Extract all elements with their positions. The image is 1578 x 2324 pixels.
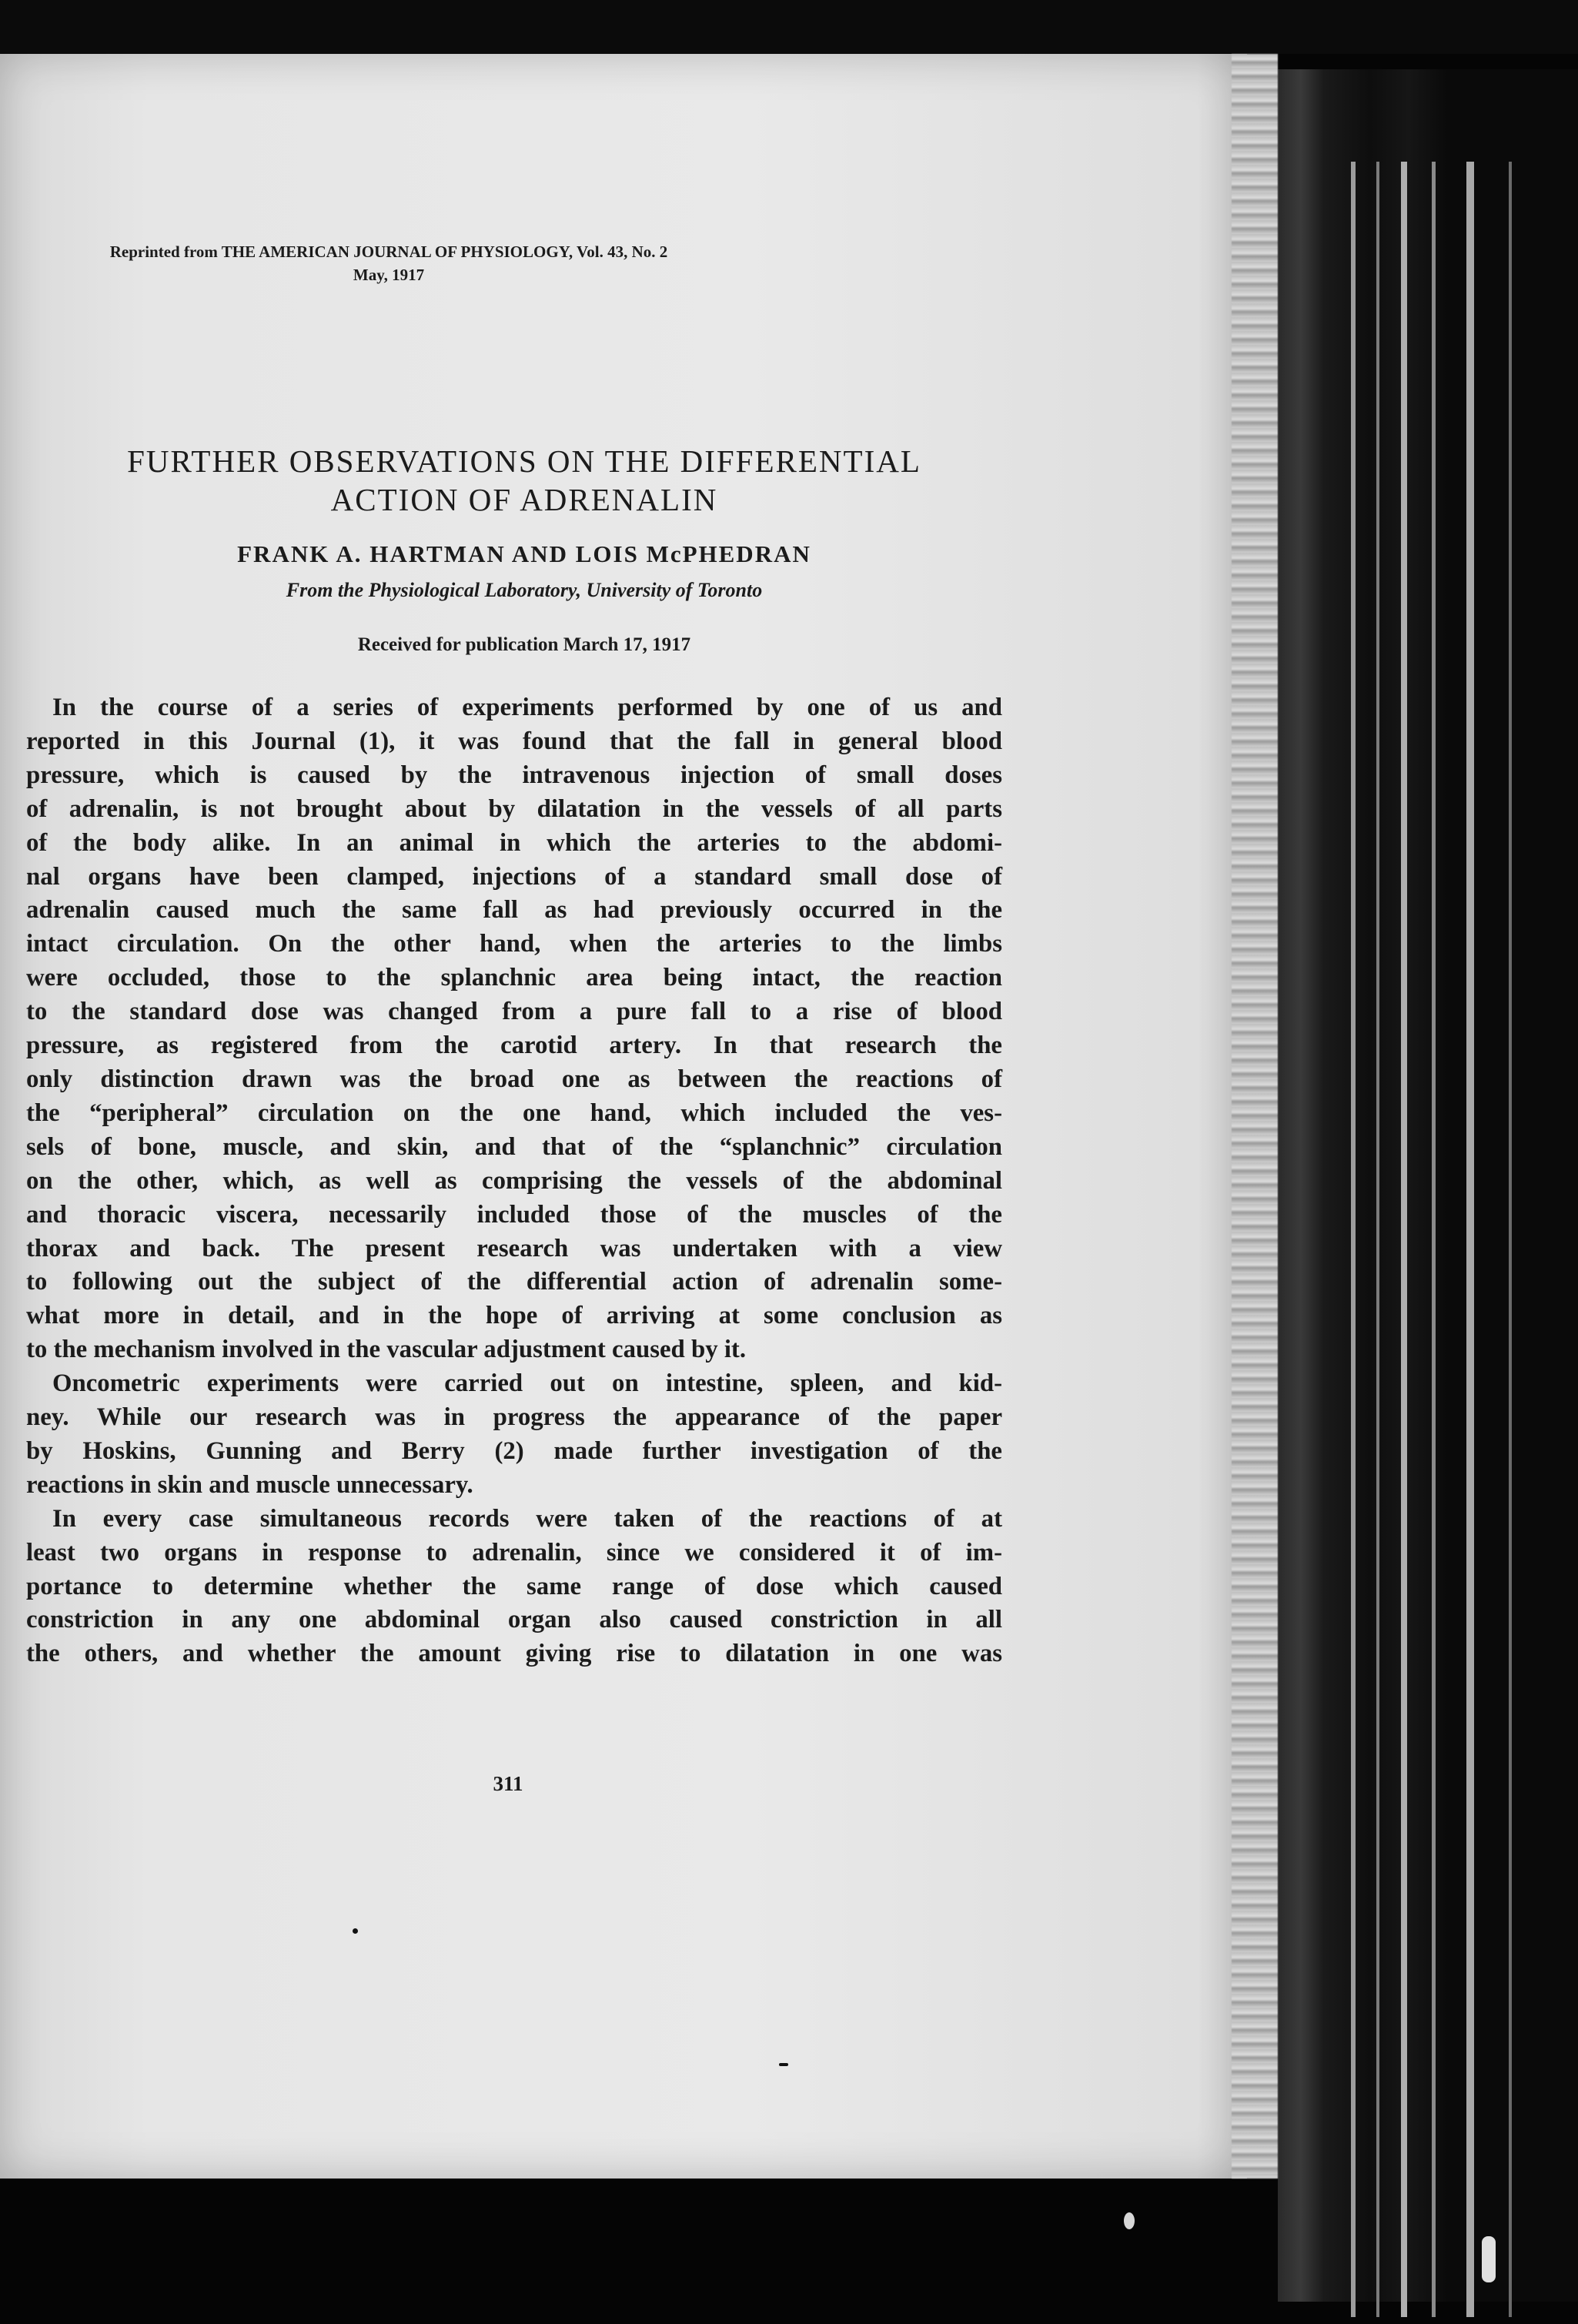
reprint-line: Reprinted from THE AMERICAN JOURNAL OF PHYSIOLOGY, Vol. 43, No. 2 <box>109 242 668 261</box>
text-line: pressure, as registered from the carotid artery. In that research the <box>26 1032 1002 1060</box>
text-line: thorax and back. The present research was undertaken with a view <box>26 1234 1002 1262</box>
scan-speck <box>353 1928 358 1934</box>
affiliation: From the Physiological Laboratory, University of Toronto <box>286 579 763 601</box>
text-line: to the standard dose was changed from a pure fall to a rise of blood <box>26 998 1002 1026</box>
paragraph-2 <box>26 1367 1002 1503</box>
scan-speck <box>1124 2212 1135 2229</box>
text-line: nal organs have been clamped, injections of a standard small dose of <box>26 862 1002 891</box>
text-line: pressure, which is caused by the intravenous injection of small doses <box>26 761 1002 789</box>
article-title <box>0 442 1048 519</box>
text-line: adrenalin caused much the same fall as had previously occurred in the <box>26 896 1002 925</box>
text-line: sels of bone, muscle, and skin, and that of the “splanchnic” circulation <box>26 1132 1002 1161</box>
text-line: the “peripheral” circulation on the one hand, which included the ves- <box>26 1098 1002 1127</box>
scan-top-border <box>0 0 1578 54</box>
title-line-1: FURTHER OBSERVATIONS ON THE DIFFERENTIAL <box>127 443 921 479</box>
book-spine-edge <box>1278 69 1578 2302</box>
authors: FRANK A. HARTMAN AND LOIS McPHEDRAN <box>237 540 811 567</box>
text-line: what more in detail, and in the hope of arriving at some conclusion as <box>26 1302 1002 1330</box>
text-line: portance to determine whether the same range of dose which caused <box>26 1572 1002 1600</box>
text-line: the others, and whether the amount giving rise to dilatation in one was <box>26 1640 1002 1668</box>
paragraph-1 <box>26 691 1002 1367</box>
received-date: Received for publication March 17, 1917 <box>357 634 691 655</box>
page-number: 311 <box>493 1772 523 1795</box>
text-line: ney. While our research was in progress the appearance of the paper <box>26 1403 1002 1432</box>
text-line: on the other, which, as well as comprising the vessels of the abdominal <box>26 1166 1002 1195</box>
text-line: Oncometric experiments were carried out on intestine, spleen, and kid- <box>52 1369 1002 1398</box>
text-line: of adrenalin, is not brought about by dilatation in the vessels of all parts <box>26 794 1002 823</box>
spine-stripe <box>1376 162 1379 2317</box>
spine-stripe <box>1466 162 1474 2317</box>
text-line: of the body alike. In an animal in which the arteries to the abdomi- <box>26 828 1002 857</box>
paragraph-3 <box>26 1503 1002 1672</box>
text-line: and thoracic viscera, necessarily included those of the muscles of the <box>26 1200 1002 1229</box>
text-line: intact circulation. On the other hand, when the arteries to the limbs <box>26 930 1002 958</box>
spine-stripe <box>1509 162 1512 2317</box>
article-body <box>26 691 1002 1671</box>
page-torn-edge <box>1232 54 1278 2179</box>
text-line: only distinction drawn was the broad one as between the reactions of <box>26 1065 1002 1093</box>
spine-stripe <box>1401 162 1407 2317</box>
spine-stripe <box>1351 162 1356 2317</box>
reprint-header <box>0 240 777 286</box>
spine-stripe <box>1432 162 1436 2317</box>
text-line: In every case simultaneous records were taken of the reactions of at <box>52 1504 1002 1533</box>
text-line: by Hoskins, Gunning and Berry (2) made further investigation of the <box>26 1436 1002 1465</box>
text-line: reactions in skin and muscle unnecessary. <box>26 1470 473 1499</box>
scan-speck <box>1482 2236 1496 2282</box>
text-line: were occluded, those to the splanchnic area being intact, the reaction <box>26 964 1002 992</box>
text-line: In the course of a series of experiments performed by one of us and <box>52 694 1002 721</box>
text-line: least two organs in response to adrenalin, since we considered it of im- <box>26 1538 1002 1567</box>
text-line: to the mechanism involved in the vascular adjustment caused by it. <box>26 1336 747 1364</box>
issue-date: May, 1917 <box>353 266 425 284</box>
title-line-2: ACTION OF ADRENALIN <box>330 482 718 517</box>
text-line: to following out the subject of the differential action of adrenalin some- <box>26 1268 1002 1296</box>
text-line: constriction in any one abdominal organ also caused constriction in all <box>26 1606 1002 1634</box>
scan-speck <box>779 2063 788 2066</box>
text-line: reported in this Journal (1), it was found that the fall in general blood <box>26 727 1002 755</box>
